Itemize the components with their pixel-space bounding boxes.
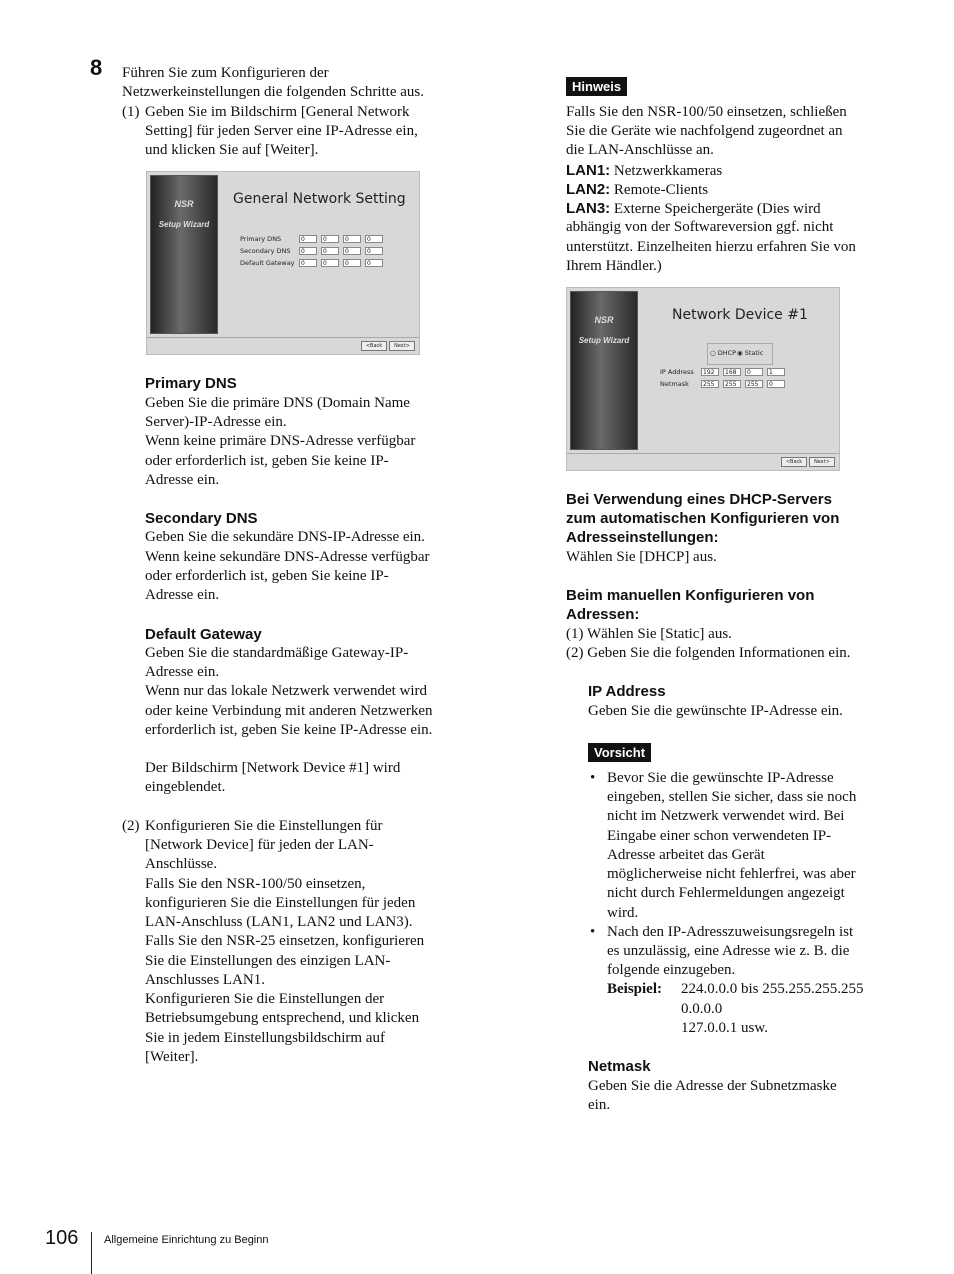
- general-network-setting-screenshot: [146, 171, 420, 355]
- body-line: Konfigurieren Sie die Einstellungen der: [145, 991, 385, 1007]
- body-line: ein.: [588, 1097, 611, 1113]
- body-line: Konfigurieren Sie die Einstellungen für: [145, 818, 383, 834]
- logo-text: Setup Wizard: [578, 336, 630, 345]
- secondary-dns-heading: Secondary DNS: [145, 510, 258, 527]
- body-line: oder keine Verbindung mit anderen Netzwerken: [145, 703, 433, 719]
- body-line: Anschlüsse.: [145, 856, 218, 872]
- setup-wizard-logo: [570, 291, 638, 450]
- body-line: LAN-Anschluss (LAN1, LAN2 und LAN3).: [145, 914, 413, 930]
- footer-divider: [91, 1232, 92, 1274]
- netmask-heading: Netmask: [588, 1058, 651, 1075]
- body-line: Nach den IP-Adresszuweisungsregeln ist: [607, 924, 854, 940]
- body-line: eingeben, stellen Sie sicher, dass sie noch: [607, 789, 857, 805]
- manual-heading: Adressen:: [566, 606, 640, 623]
- body-line: folgende einzugeben.: [607, 962, 736, 978]
- body-line: Eingabe einer schon verwendeten IP-: [607, 828, 832, 844]
- static-label: Static: [744, 349, 764, 357]
- body-line: Bevor Sie die gewünschte IP-Adresse: [607, 770, 834, 786]
- field-label: Default Gateway: [240, 259, 295, 267]
- body-line: Adresse arbeitet das Gerät: [607, 847, 765, 863]
- body-line: (1) Wählen Sie [Static] aus.: [566, 626, 732, 642]
- back-button[interactable]: <Back: [361, 341, 387, 351]
- field-label: Primary DNS: [240, 235, 282, 243]
- body-line: Wenn keine primäre DNS-Adresse verfügbar: [145, 433, 416, 449]
- dhcp-heading: zum automatischen Konfigurieren von: [566, 510, 840, 527]
- next-button[interactable]: Next>: [809, 457, 835, 467]
- ip-octet-field[interactable]: 0: [365, 235, 383, 243]
- body-line: Betriebsumgebung entsprechend, und klicken: [145, 1010, 420, 1026]
- body-line: abhängig von der Softwareversion ggf. nicht: [566, 219, 834, 235]
- body-line: Adresse ein.: [145, 472, 220, 488]
- back-button[interactable]: <Back: [781, 457, 807, 467]
- body-line: Falls Sie den NSR-100/50 einsetzen,: [145, 876, 366, 892]
- body-line: Der Bildschirm [Network Device #1] wird: [145, 760, 401, 776]
- body-line: konfigurieren Sie die Einstellungen für jeden: [145, 895, 416, 911]
- manual-heading: Beim manuellen Konfigurieren von: [566, 587, 815, 604]
- ip-octet-field[interactable]: 0: [745, 368, 763, 376]
- screen-title: Network Device #1: [672, 307, 808, 323]
- lan1-line: [566, 161, 722, 181]
- body-line: Sie in jedem Einstellungsbildschirm auf: [145, 1030, 385, 1046]
- body-line: oder erforderlich ist, geben Sie keine IP-: [145, 568, 389, 584]
- field-label: Netmask: [660, 380, 689, 388]
- ip-octet-field[interactable]: 0: [321, 247, 339, 255]
- dhcp-heading: Bei Verwendung eines DHCP-Servers: [566, 491, 832, 508]
- ip-octet-field[interactable]: 1: [767, 368, 785, 376]
- lan2-line: [566, 180, 708, 200]
- substep-number: (2): [122, 818, 140, 834]
- primary-dns-heading: Primary DNS: [145, 375, 237, 392]
- default-gateway-heading: Default Gateway: [145, 626, 262, 643]
- step-intro-line: Netzwerkeinstellungen die folgenden Schritte aus.: [122, 84, 424, 100]
- dhcp-heading: Adresseinstellungen:: [566, 529, 719, 546]
- bullet-icon: •: [590, 924, 596, 940]
- body-line: Falls Sie den NSR-25 einsetzen, konfigurieren: [145, 933, 425, 949]
- body-line: Ihrem Händler.): [566, 258, 662, 274]
- body-line: möglicherweise nicht fehlerfrei, was aber: [607, 866, 856, 882]
- body-line: die LAN-Anschlüsse an.: [566, 142, 714, 158]
- ip-octet-field[interactable]: 192: [701, 368, 719, 376]
- body-line: Geben Sie die gewünschte IP-Adresse ein.: [588, 703, 843, 719]
- netmask-octet-field[interactable]: 0: [767, 380, 785, 388]
- substep-text: Setting] für jeden Server eine IP-Adresse ein,: [145, 123, 418, 139]
- example-label: Beispiel:: [607, 981, 662, 997]
- logo-text: NSR: [594, 315, 614, 325]
- ip-octet-field[interactable]: 0: [343, 235, 361, 243]
- hinweis-note-tag: Hinweis: [566, 77, 627, 96]
- body-line: Sie die Geräte wie nachfolgend zugeordnet an: [566, 123, 843, 139]
- body-line: Geben Sie die Adresse der Subnetzmaske: [588, 1078, 837, 1094]
- logo-text: NSR: [174, 199, 194, 209]
- body-line: [Weiter].: [145, 1049, 199, 1065]
- dhcp-radio[interactable]: ○ DHCP: [710, 349, 737, 357]
- ip-octet-field[interactable]: 0: [365, 259, 383, 267]
- example-value: 0.0.0.0: [681, 1001, 723, 1017]
- step-intro-line: Führen Sie zum Konfigurieren der: [122, 65, 329, 81]
- lan3-label: LAN3:: [566, 200, 611, 217]
- body-line: es unzulässig, eine Adresse wie z. B. die: [607, 943, 850, 959]
- substep-text: Geben Sie im Bildschirm [General Network: [145, 104, 410, 120]
- netmask-octet-field[interactable]: 255: [701, 380, 719, 388]
- dhcp-label: DHCP: [717, 349, 737, 357]
- footer-section-title: Allgemeine Einrichtung zu Beginn: [104, 1234, 269, 1246]
- lan1-text: Netzwerkkameras: [610, 163, 723, 179]
- setup-wizard-logo: [150, 175, 218, 334]
- body-line: unterstützt. Einzelheiten hierzu erfahren Sie von: [566, 239, 856, 255]
- body-line: nicht durch Fehlermeldungen angezeigt: [607, 885, 845, 901]
- page-number: 106: [45, 1227, 79, 1249]
- body-line: wird.: [607, 905, 639, 921]
- step-number: 8: [90, 55, 103, 80]
- lan2-text: Remote-Clients: [610, 182, 709, 198]
- body-line: Sie die Einstellungen des einzigen LAN-: [145, 953, 391, 969]
- lan3-line: [566, 199, 821, 219]
- ip-octet-field[interactable]: 0: [321, 259, 339, 267]
- next-button[interactable]: Next>: [389, 341, 415, 351]
- network-device-screenshot: [566, 287, 840, 471]
- static-radio[interactable]: ◉ Static: [737, 349, 764, 357]
- ip-octet-field[interactable]: 0: [343, 259, 361, 267]
- ip-octet-field[interactable]: 0: [321, 235, 339, 243]
- bullet-icon: •: [590, 770, 596, 786]
- ip-octet-field[interactable]: 0: [299, 247, 317, 255]
- example-value: 224.0.0.0 bis 255.255.255.255: [681, 981, 864, 997]
- body-line: oder erforderlich ist, geben Sie keine IP-: [145, 453, 389, 469]
- body-line: Wenn nur das lokale Netzwerk verwendet wird: [145, 683, 428, 699]
- vorsicht-caution-tag: Vorsicht: [588, 743, 651, 762]
- body-line: Falls Sie den NSR-100/50 einsetzen, schließen: [566, 104, 847, 120]
- netmask-octet-field[interactable]: 255: [745, 380, 763, 388]
- body-line: nicht im Netzwerk verwendet wird. Bei: [607, 808, 845, 824]
- body-line: Wählen Sie [DHCP] aus.: [566, 549, 717, 565]
- body-line: eingeblendet.: [145, 779, 226, 795]
- ip-octet-field[interactable]: 0: [365, 247, 383, 255]
- body-line: Anschlusses LAN1.: [145, 972, 265, 988]
- body-line: Geben Sie die standardmäßige Gateway-IP-: [145, 645, 409, 661]
- body-line: Geben Sie die sekundäre DNS-IP-Adresse ein.: [145, 529, 425, 545]
- body-line: [Network Device] für jeden der LAN-: [145, 837, 374, 853]
- body-line: Adresse ein.: [145, 587, 220, 603]
- example-value: 127.0.0.1 usw.: [681, 1020, 768, 1036]
- body-line: Geben Sie die primäre DNS (Domain Name: [145, 395, 410, 411]
- ip-octet-field[interactable]: 168: [723, 368, 741, 376]
- netmask-octet-field[interactable]: 255: [723, 380, 741, 388]
- body-line: Server)-IP-Adresse ein.: [145, 414, 287, 430]
- ip-octet-field[interactable]: 0: [299, 259, 317, 267]
- body-line: Wenn keine sekundäre DNS-Adresse verfügbar: [145, 549, 430, 565]
- body-line: erforderlich ist, geben Sie keine IP-Adresse ein.: [145, 722, 433, 738]
- lan1-label: LAN1:: [566, 162, 611, 179]
- logo-text: Setup Wizard: [158, 220, 210, 229]
- ip-octet-field[interactable]: 0: [299, 235, 317, 243]
- screen-title: General Network Setting: [233, 191, 406, 207]
- substep-text: und klicken Sie auf [Weiter].: [145, 142, 319, 158]
- lan2-label: LAN2:: [566, 181, 611, 198]
- ip-octet-field[interactable]: 0: [343, 247, 361, 255]
- substep-number: (1): [122, 104, 140, 120]
- body-line: (2) Geben Sie die folgenden Informationen ein.: [566, 645, 851, 661]
- body-line: Adresse ein.: [145, 664, 220, 680]
- field-label: IP Address: [660, 368, 694, 376]
- ip-address-heading: IP Address: [588, 683, 666, 700]
- field-label: Secondary DNS: [240, 247, 291, 255]
- lan3-text: Externe Speichergeräte (Dies wird: [610, 201, 821, 217]
